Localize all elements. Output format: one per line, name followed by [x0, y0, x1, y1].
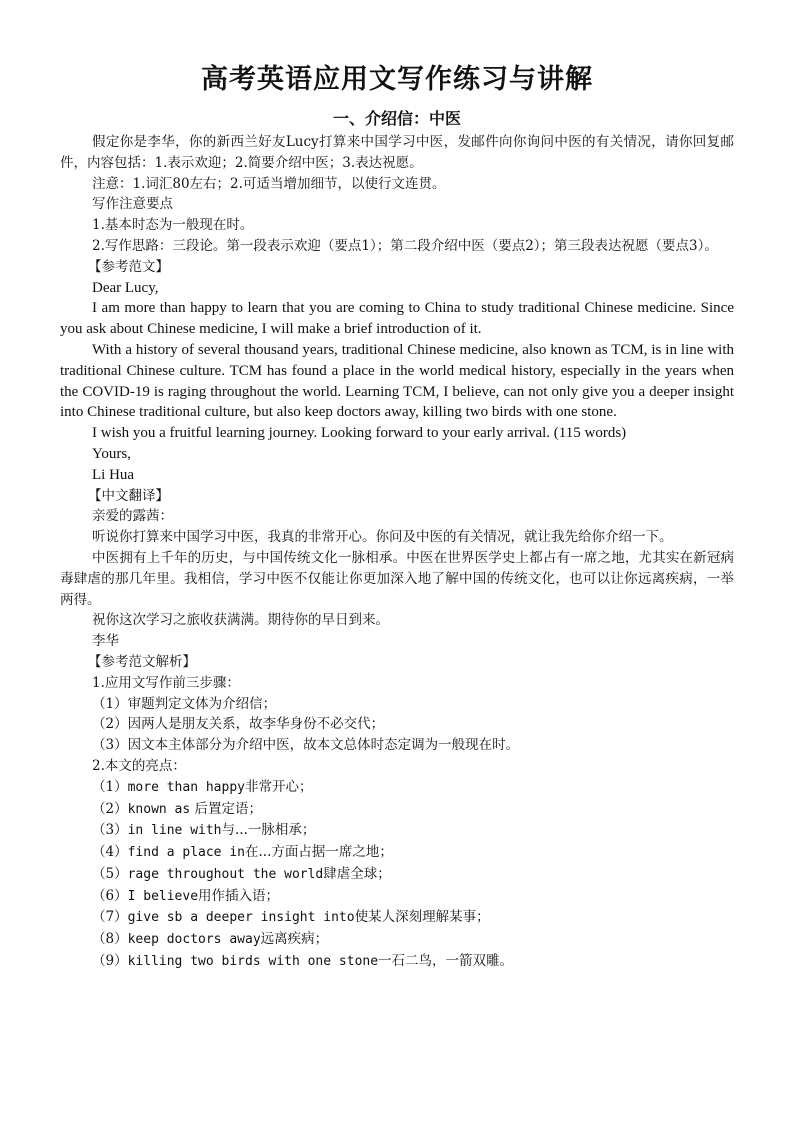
translation-signature: 李华 [92, 633, 119, 650]
model-paragraph-2: With a history of several thousand years, traditional Chinese medicine, also known as TCM, is in line with traditional Chinese culture. TCM has found a place in the world medical history, especially in the years when the COVID-19 is raging throughout the world. Learning TCM, I believe, can not only give you a deeper insight into Chinese traditional culture, but also keep doctors away, killing two birds with one stone. [60, 341, 734, 421]
highlight-item: （5）rage throughout the world肆虐全球； [92, 865, 391, 882]
highlights-list [60, 777, 734, 973]
highlights-title: 2.本文的亮点： [92, 757, 186, 774]
translation-paragraph-3: 祝你这次学习之旅收获满满。期待你的早日到来。 [92, 612, 389, 629]
analysis-step: （1）审题判定文体为介绍信； [92, 695, 277, 712]
tip-2: 2.写作思路：三段论。第一段表示欢迎（要点1）；第二段介绍中医（要点2）；第三段表达祝愿（要点3）。 [92, 237, 718, 254]
translation-greeting: 亲爱的露茜： [92, 508, 173, 525]
analysis-step: （2）因两人是朋友关系，故李华身份不必交代； [92, 716, 385, 733]
analysis-steps-title: 1.应用文写作前三步骤： [92, 674, 240, 691]
highlight-item: （4）find a place in在...方面占据一席之地； [92, 844, 393, 861]
model-paragraph-1: I am more than happy to learn that you are coming to China to study traditional Chinese medicine. Since you ask about Chinese medicine, I will make a brief introduction of it. [60, 300, 734, 338]
highlight-item: （6）I believe用作插入语； [92, 887, 280, 904]
highlight-item: （3）in line with与...一脉相承； [92, 822, 316, 839]
tip-1: 1.基本时态为一般现在时。 [92, 217, 254, 234]
translation-paragraph-2: 中医拥有上千年的历史，与中国传统文化一脉相承。中医在世界医学史上都占有一席之地，尤其实在新冠病毒肆虐的那几年里。我相信，学习中医不仅能让你更加深入地了解中国的传统文化，也可以让你远离疾病，一举两得。 [60, 549, 734, 608]
document-page [60, 60, 734, 973]
highlight-item: （2）known as 后置定语； [92, 800, 263, 817]
analysis-heading: 【参考范文解析】 [88, 653, 196, 670]
section-title: 一、介绍信：中医 [332, 109, 461, 128]
tips-heading: 写作注意要点 [92, 196, 173, 213]
highlight-item: （1）more than happy非常开心； [92, 778, 313, 795]
highlight-item: （7）give sb a deeper insight into使某人深刻理解某事； [92, 909, 490, 926]
translation-paragraph-1: 听说你打算来中国学习中医，我真的非常开心。你问及中医的有关情况，就让我先给你介绍一下。 [92, 529, 673, 546]
model-closing: Yours, [92, 445, 131, 462]
model-signature: Li Hua [92, 466, 135, 483]
analysis-step: （3）因文本主体部分为介绍中医，故本文总体时态定调为一般现在时。 [92, 737, 520, 754]
document-title: 高考英语应用文写作练习与讲解 [201, 64, 593, 95]
prompt-note: 注意：1.词汇80左右；2.可适当增加细节，以使行文连贯。 [92, 175, 446, 192]
model-paragraph-3: I wish you a fruitful learning journey. Looking forward to your early arrival. (115 words) [92, 425, 627, 442]
model-greeting: Dear Lucy, [92, 279, 159, 296]
highlight-item: （8）keep doctors away远离疾病； [92, 931, 329, 948]
highlight-item: （9）killing two birds with one stone一石二鸟，一箭双雕。 [92, 953, 514, 970]
model-heading: 【参考范文】 [88, 258, 169, 275]
translation-heading: 【中文翻译】 [88, 487, 169, 504]
prompt-paragraph: 假定你是李华，你的新西兰好友Lucy打算来中国学习中医，发邮件向你询问中医的有关情况，请你回复邮件，内容包括：1.表示欢迎；2.简要介绍中医；3.表达祝愿。 [60, 134, 734, 171]
